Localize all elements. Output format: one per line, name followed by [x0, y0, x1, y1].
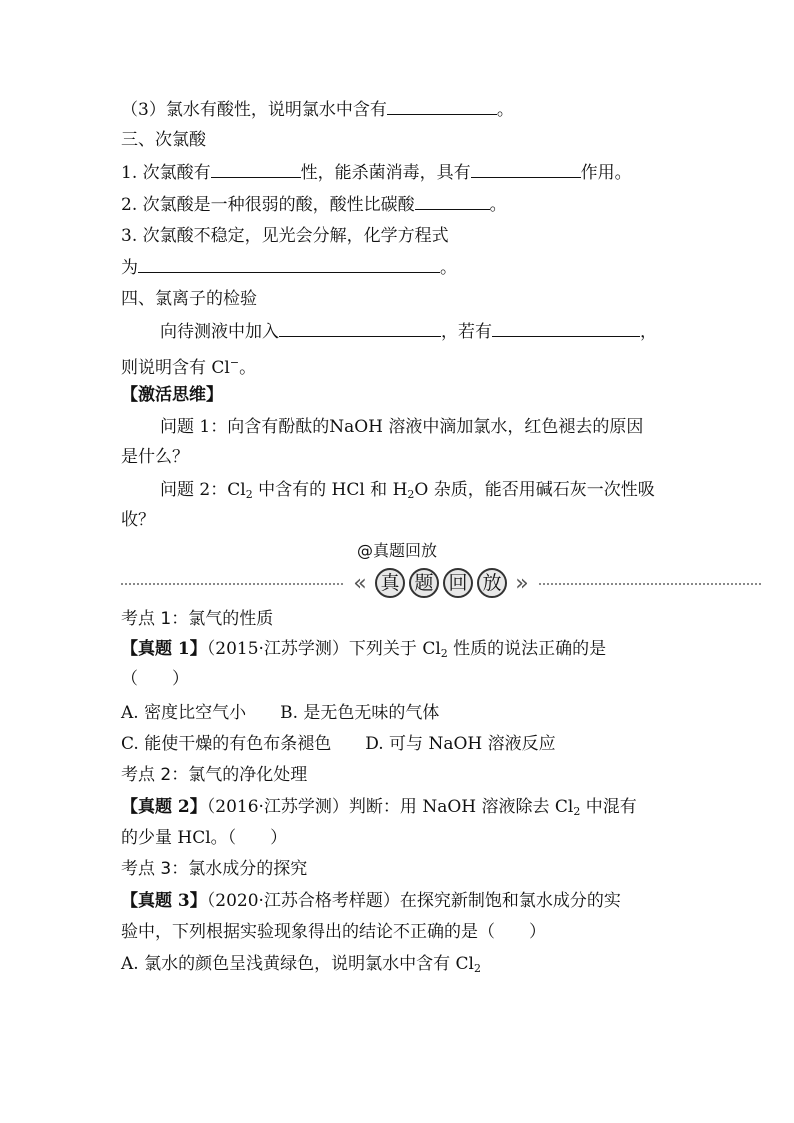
- banner-char: 题: [409, 568, 439, 598]
- section-banner: [121, 568, 761, 600]
- answer-blank[interactable]: [138, 256, 440, 273]
- answer-blank[interactable]: [492, 320, 640, 337]
- answer-blank[interactable]: [415, 193, 490, 210]
- option-c[interactable]: C. 能使干燥的有色布条褪色: [121, 734, 332, 754]
- banner-caption: @真题回放: [356, 541, 437, 560]
- banner-char: 回: [443, 568, 473, 598]
- option-a[interactable]: A. 密度比空气小: [121, 703, 247, 723]
- activate-thinking-title: 【激活思维】: [121, 385, 223, 405]
- option-d[interactable]: D. 可与 NaOH 溶液反应: [365, 734, 556, 754]
- question-1: 问题 1：向含有酚酞的NaOH 溶液中滴加氯水，红色褪去的原因: [160, 417, 644, 437]
- section-title-hypochlorous: 三、次氯酸: [121, 130, 206, 150]
- options-row-2: [121, 733, 556, 755]
- answer-blank[interactable]: [211, 161, 301, 178]
- answer-blank[interactable]: [387, 98, 497, 115]
- question-real-3: 【真题 3】（2020·江苏合格考样题）在探究新制饱和氯水成分的实: [121, 891, 621, 911]
- question-1-cont: 是什么？: [121, 447, 189, 467]
- chloride-test-line2: 则说明含有 Cl−。: [121, 356, 257, 378]
- item-2-hypochlorous: 2. 次氯酸是一种很弱的酸，酸性比碳酸 。: [121, 195, 507, 215]
- point-2-title: 考点 2：氯气的净化处理: [121, 765, 308, 785]
- point-3-title: 考点 3：氯水成分的探究: [121, 859, 308, 879]
- section-title-chloride-test: 四、氯离子的检验: [121, 289, 257, 309]
- banner-divider-left: [121, 583, 343, 585]
- banner-char: 真: [375, 568, 405, 598]
- item-3-acidity: （3）氯水有酸性，说明氯水中含有 。: [121, 100, 514, 120]
- answer-paren[interactable]: （ ）: [121, 669, 189, 689]
- question-2: 问题 2：$Cl_2$ 中含有的 HCl 和 $H_2O$ 杂质，能否用碱石灰一次性吸: [160, 480, 655, 501]
- item-3-equation: 为 。: [121, 258, 457, 278]
- item-1-hypochlorous: 1. 次氯酸有 性，能杀菌消毒，具有 作用。: [121, 163, 632, 183]
- answer-blank[interactable]: [471, 161, 581, 178]
- chevron-left-icon: «: [353, 571, 367, 596]
- question-real-1: 【真题 1】（2015·江苏学测）下列关于 $Cl_2$ 性质的说法正确的是: [121, 639, 607, 660]
- options-row-1: [121, 702, 439, 724]
- answer-blank[interactable]: [279, 320, 441, 337]
- banner-char: 放: [477, 568, 507, 598]
- question-real-2-cont: 的少量 HCl。（ ）: [121, 828, 288, 848]
- banner-divider-right: [539, 583, 761, 585]
- question-2-cont: 收？: [121, 510, 155, 530]
- option-b[interactable]: B. 是无色无味的气体: [280, 703, 440, 723]
- point-1-title: 考点 1：氯气的性质: [121, 609, 274, 629]
- chloride-test-line1: 向待测液中加入 ，若有 ，: [160, 322, 657, 342]
- question-real-2: 【真题 2】（2016·江苏学测）判断：用 NaOH 溶液除去 $Cl_2$ 中混有: [121, 797, 637, 818]
- option-a-real-3[interactable]: A. 氯水的颜色呈浅黄绿色，说明氯水中含有 $Cl_2$: [121, 954, 481, 975]
- item-3-hypochlorous: 3. 次氯酸不稳定，见光会分解，化学方程式: [121, 226, 449, 246]
- chevron-right-icon: »: [515, 571, 529, 596]
- question-real-3-cont: 验中，下列根据实验现象得出的结论不正确的是（ ）: [121, 922, 546, 942]
